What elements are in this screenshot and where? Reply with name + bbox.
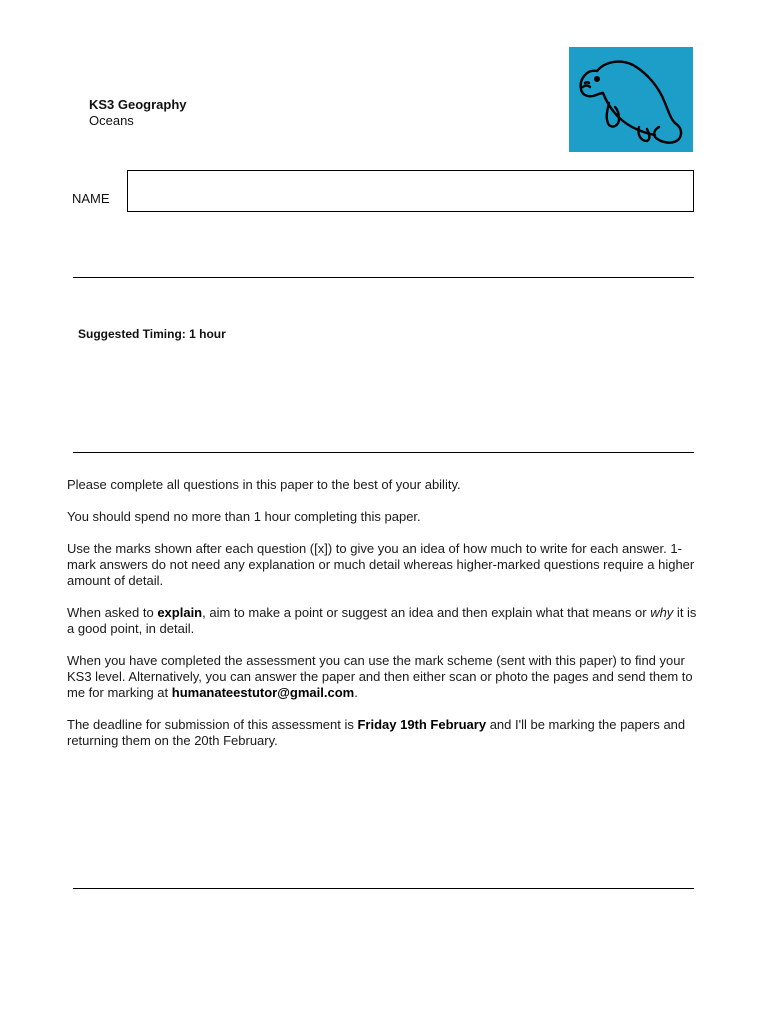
instruction-text: The deadline for submission of this assessment is	[67, 717, 358, 732]
instruction-text: it is a good point, in detail.	[67, 605, 697, 636]
emphasis-why: why	[650, 605, 674, 620]
divider-line	[73, 888, 694, 889]
email-address: humanateestutor@gmail.com	[171, 685, 355, 700]
suggested-timing: Suggested Timing: 1 hour	[78, 327, 226, 341]
subject-title: KS3 Geography	[89, 97, 187, 112]
name-input-box[interactable]	[127, 170, 694, 212]
instruction-text: When asked to	[67, 605, 158, 620]
deadline-date: Friday 19th February	[357, 717, 487, 732]
instruction-paragraph: Please complete all questions in this paper to the best of your ability.	[67, 477, 461, 492]
instruction-paragraph: Use the marks shown after each question ([x]) to give you an idea of how much to write for each answer. 1-mark answers do not need any explanation or much detail whereas higher-marked questions require a higher amount of detail.	[67, 541, 695, 588]
instruction-text: When you have completed the assessment you can use the mark scheme (sent with this paper) to find your KS3 level. Alternatively, you can answer the paper and then either scan or photo the pages and send them to me for marking at	[67, 653, 693, 700]
instruction-text: , aim to make a point or suggest an idea and then explain what that means or	[202, 605, 651, 620]
divider-line	[73, 277, 694, 278]
manatee-logo	[569, 47, 693, 152]
instructions	[67, 477, 703, 765]
instruction-paragraph	[67, 717, 703, 749]
manatee-icon	[569, 47, 693, 152]
instruction-text: and I'll be marking the papers and returning them on the 20th February.	[67, 717, 686, 748]
name-label: NAME	[72, 191, 110, 206]
instruction-text: .	[354, 685, 358, 700]
divider-line	[73, 452, 694, 453]
instruction-paragraph	[67, 605, 703, 637]
instruction-paragraph	[67, 653, 703, 701]
emphasis-explain: explain	[157, 605, 203, 620]
topic-subtitle: Oceans	[89, 113, 134, 128]
instruction-paragraph: You should spend no more than 1 hour completing this paper.	[67, 509, 421, 524]
